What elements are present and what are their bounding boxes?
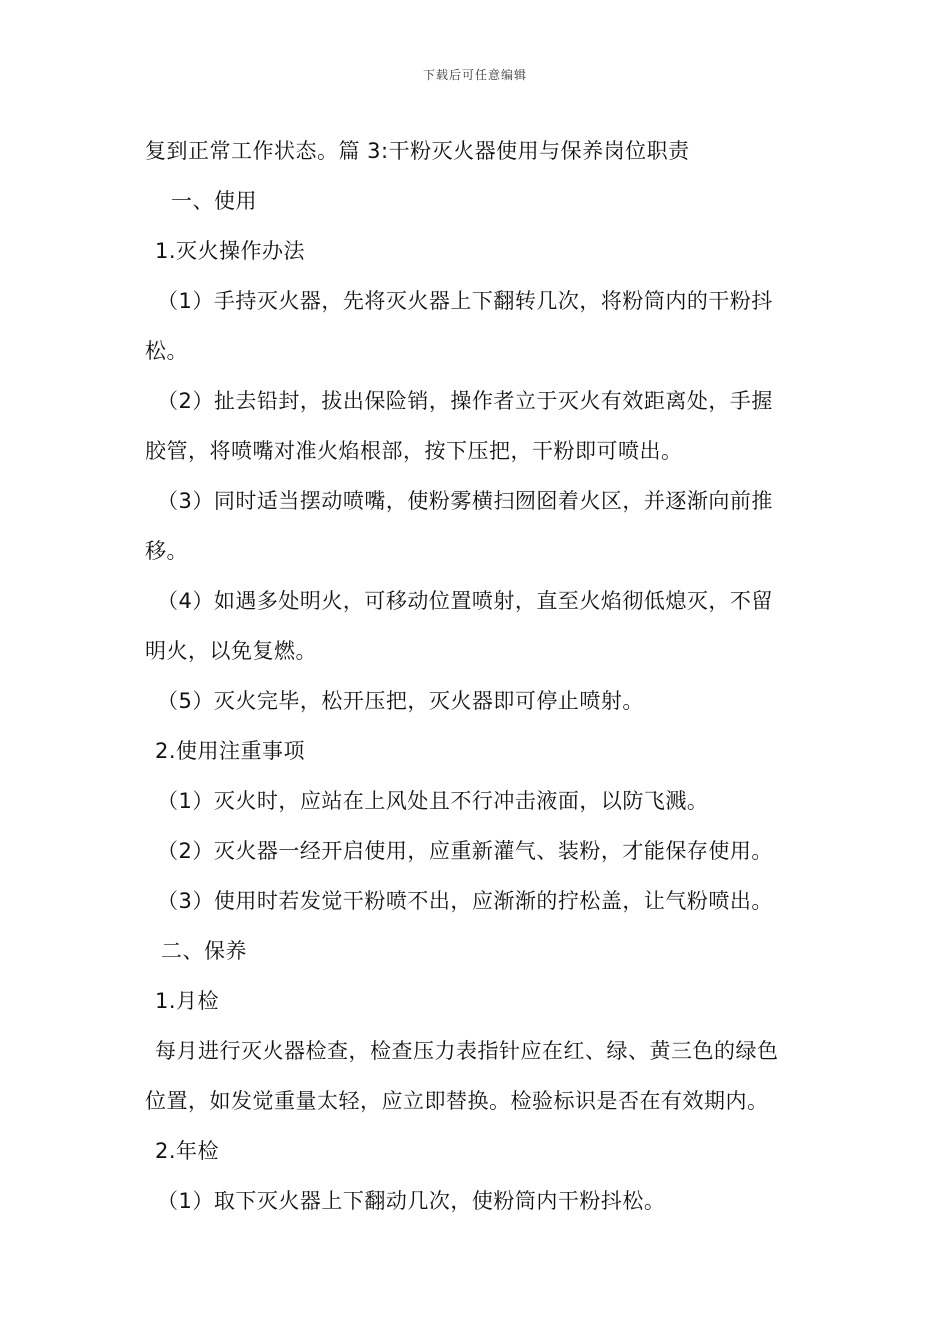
subsection-heading: 1.灭火操作办法 [155, 239, 306, 263]
paragraph-line: 明火，以免复燃。 [145, 639, 317, 663]
paragraph-line: （3）同时适当摆动喷嘴，使粉雾横扫囫囵着火区，并逐渐向前推 [157, 489, 773, 513]
paragraph-line: （4）如遇多处明火，可移动位置喷射，直至火焰彻低熄灭，不留 [157, 589, 773, 613]
subsection-heading: 2.使用注重事项 [155, 739, 306, 763]
paragraph-line: （2）扯去铅封，拔出保险销，操作者立于灭火有效距离处，手握 [157, 389, 773, 413]
paragraph-line: 松。 [145, 339, 188, 363]
page-header: 下载后可任意编辑 [422, 68, 527, 82]
paragraph-line: 胶管，将喷嘴对准火焰根部，按下压把，干粉即可喷出。 [145, 439, 683, 463]
paragraph-line: 移。 [145, 539, 188, 563]
paragraph-line: （1）灭火时，应站在上风处且不行冲击液面，以防飞溅。 [157, 789, 709, 813]
paragraph-line: 位置，如发觉重量太轻，应立即替换。检验标识是否在有效期内。 [145, 1089, 769, 1113]
paragraph-line: （2）灭火器一经开启使用，应重新灌气、装粉，才能保存使用。 [157, 839, 773, 863]
paragraph-line: 复到正常工作状态。篇 3:干粉灭火器使用与保养岗位职责 [145, 139, 690, 163]
subsection-heading: 1.月检 [155, 989, 220, 1013]
section-heading-use: 一、使用 [171, 189, 257, 213]
subsection-heading: 2.年检 [155, 1139, 220, 1163]
section-heading-maintenance: 二、保养 [161, 939, 247, 963]
paragraph-line: 每月进行灭火器检查，检查压力表指针应在红、绿、黄三色的绿色 [155, 1039, 779, 1063]
paragraph-line: （3）使用时若发觉干粉喷不出，应渐渐的拧松盖，让气粉喷出。 [157, 889, 773, 913]
paragraph-line: （1）取下灭火器上下翻动几次，使粉筒内干粉抖松。 [157, 1189, 666, 1213]
paragraph-line: （5）灭火完毕，松开压把，灭火器即可停止喷射。 [157, 689, 644, 713]
document-body [145, 126, 815, 1226]
paragraph-line: （1）手持灭火器，先将灭火器上下翻转几次，将粉筒内的干粉抖 [157, 289, 773, 313]
